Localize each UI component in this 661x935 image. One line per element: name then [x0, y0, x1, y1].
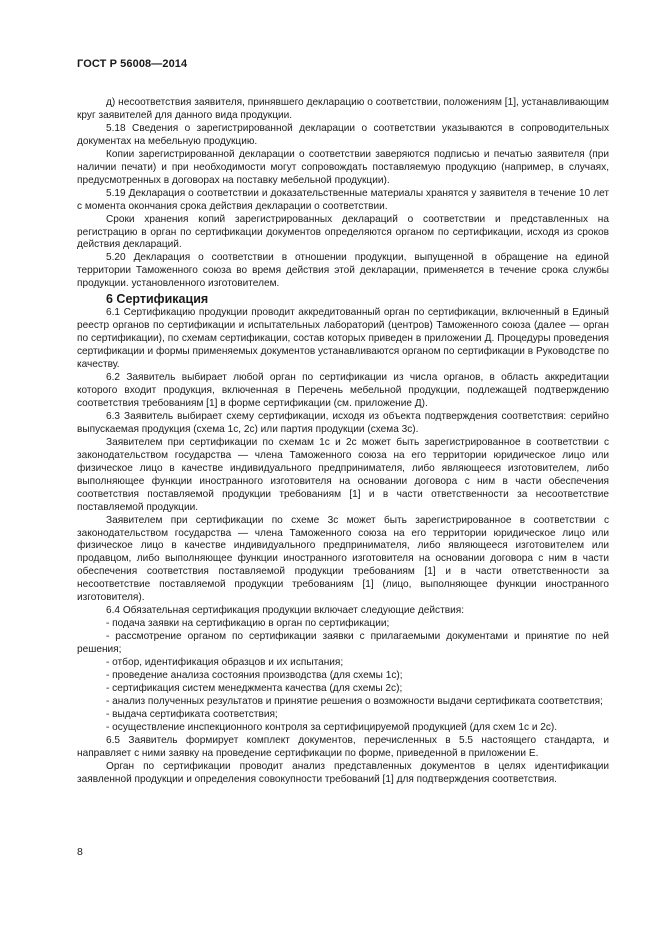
list-item: - проведение анализа состояния производства (для схемы 1с);	[106, 669, 403, 681]
standard-code: ГОСТ Р 56008—2014	[77, 58, 188, 70]
paragraph-6-5: 6.5 Заявитель формирует комплект документов, перечисленных в 5.5 настоящего стандарта, и направляет с ними заявку на проведение сертификации по форме, приведенной в приложении Е.	[77, 734, 609, 759]
paragraph-6-1: 6.1 Сертификацию продукции проводит аккредитованный орган по сертификации, включенный в Единый реестр органов по сертификации и испытательных лабораторий (центров) Таможенного союза (далее — орган по сертификации), по схемам сертификации, состав которых приведен в приложении Д. Процедуры проведения сертификации и формы применяемых документов устанавливаются органом по сертификации в Руководстве по качеству.	[77, 307, 609, 371]
paragraph-5-18: 5.18 Сведения о зарегистрированной декларации о соответствии указываются в сопроводительных документах на мебельную продукцию.	[77, 122, 609, 147]
list-item: - отбор, идентификация образцов и их испытания;	[106, 657, 344, 669]
list-item: - анализ полученных результатов и принятие решения о возможности выдачи сертификата соответствия;	[106, 695, 603, 707]
list-item: - выдача сертификата соответствия;	[106, 708, 278, 720]
list-item: - подача заявки на сертификацию в орган по сертификации;	[106, 618, 390, 630]
paragraph-analysis: Орган по сертификации проводит анализ представленных документов в целях идентификации заявленной продукции и определения совокупности требований [1] для подтверждения соответствия.	[77, 760, 609, 785]
paragraph-copies: Копии зарегистрированной декларации о соответствии заверяются подписью и печатью заявителя (при наличии печати) и при необходимости могут сопровождать поставляемую продукцию (например, в случаях, предусмотренных в договорах на поставку мебельной продукции).	[77, 148, 609, 186]
paragraph-6-3: 6.3 Заявитель выбирает схему сертификации, исходя из объекта подтверждения соответствия: серийно выпускаемая продукция (схема 1с, 2с) или партия продукции (схема 3с).	[77, 410, 609, 435]
list-item: - сертификация систем менеджмента качества (для схемы 2с);	[106, 682, 403, 694]
paragraph-applicant-3c: Заявителем при сертификации по схеме 3с может быть зарегистрированное в соответствии с законодательством государства — члена Таможенного союза на его территории юридическое лицо или физическое лицо в качестве индивидуального предпринимателя, либо являющееся изготовителем или продавцом, либо выполняющее функции иностранного изготовителя на основании договора с ним в части обеспечения соответствия поставляемой продукции требованиям [1] и в части ответственности за несоответствие поставляемой продукции требованиям [1] (лицо, выполняющее функции иностранного изготовителя).	[77, 514, 609, 604]
list-item: - осуществление инспекционного контроля за сертифицируемой продукцией (для схем 1с и 2с).	[106, 721, 558, 733]
paragraph-6-2: 6.2 Заявитель выбирает любой орган по сертификации из числа органов, в область аккредитации которого входит продукция, включенная в Перечень мебельной продукции, подлежащей подтверждению соответствия требованиям [1] в форме сертификации (см. приложение Д).	[77, 372, 609, 409]
paragraph-d-nonconformity: д) несоответствия заявителя, принявшего декларацию о соответствии, положениям [1], устанавливающим круг заявителей для данного вида продукции.	[77, 97, 609, 121]
section-heading: 6 Сертификация	[106, 292, 209, 307]
paragraph-6-4: 6.4 Обязательная сертификация продукции включает следующие действия:	[106, 605, 464, 617]
body-text	[77, 97, 609, 787]
paragraph-applicant-1c-2c: Заявителем при сертификации по схемам 1с и 2с может быть зарегистрированное в соответствии с законодательством государства — члена Таможенного союза на его территории юридическое лицо или физическое лицо в качестве индивидуального предпринимателя, либо являющееся изготовителем, либо выполняющее функции иностранного изготовителя на основании договора с ним в части обеспечения соответствия поставляемой продукции требованиям [1] и в части ответственности за несоответствие поставляемой продукции.	[77, 436, 609, 513]
paragraph-storage-terms: Сроки хранения копий зарегистрированных деклараций о соответствии и представленных на регистрацию в орган по сертификации документов определяются органом по сертификации, исходя из сроков действия деклараций.	[77, 213, 609, 251]
page-number: 8	[77, 846, 83, 858]
paragraph-5-20: 5.20 Декларация о соответствии в отношении продукции, выпущенной в обращение на единой территории Таможенного союза во время действия этой декларации, применяется в течение срока службы продукции. установленного изготовителем.	[77, 252, 609, 290]
list-item: - рассмотрение органом по сертификации заявки с прилагаемыми документами и принятие по ней решения;	[77, 631, 609, 656]
paragraph-5-19: 5.19 Декларация о соответствии и доказательственные материалы хранятся у заявителя в течение 10 лет с момента окончания срока действия декларации о соответствии.	[77, 187, 609, 212]
